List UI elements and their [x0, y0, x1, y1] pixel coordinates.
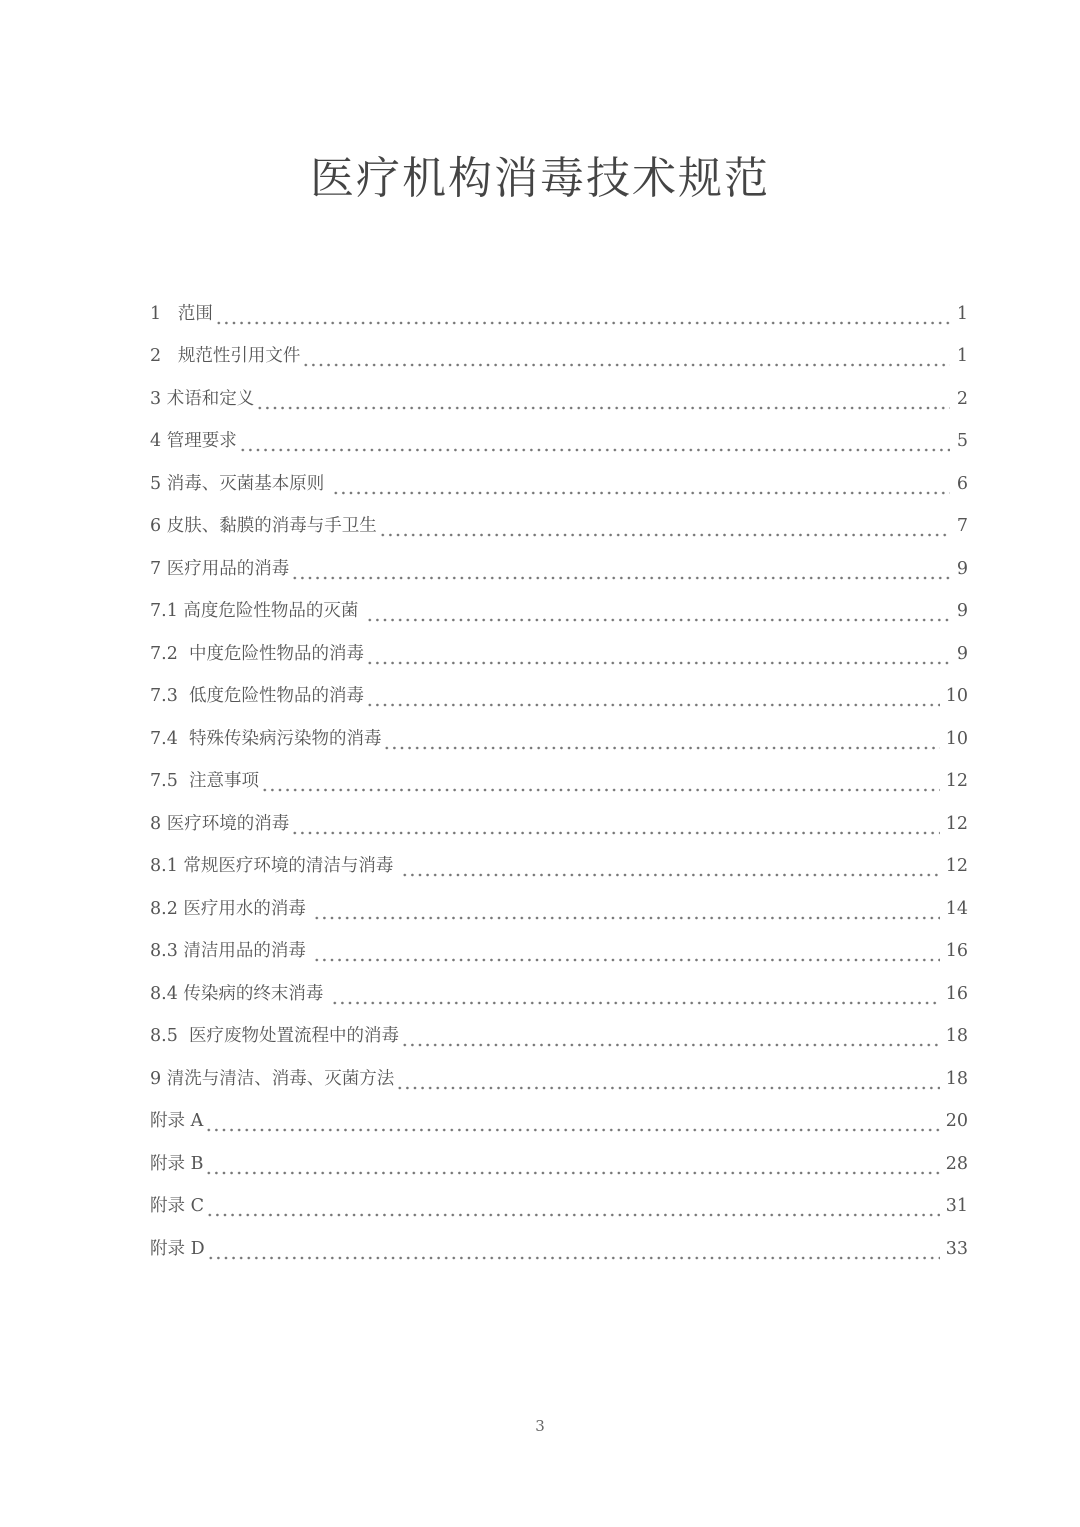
toc-entry-page: 18: [945, 1026, 968, 1046]
toc-entry[interactable]: [150, 837, 968, 880]
toc-entry[interactable]: [150, 709, 968, 752]
toc-entry-label: 附录 D: [150, 1238, 205, 1259]
toc-entry-page: 7: [956, 516, 968, 536]
toc-entry[interactable]: [150, 582, 968, 625]
toc-entry-label: 2 规范性引用文件: [150, 346, 301, 366]
toc-entry[interactable]: [150, 454, 968, 497]
table-of-contents: [150, 284, 968, 1262]
toc-entry-page: 6: [956, 473, 968, 494]
toc-entry-label: 4 管理要求: [150, 431, 237, 451]
dot-leader: [215, 301, 950, 327]
toc-entry-label: 附录 A: [150, 1111, 204, 1131]
dot-leader: [313, 896, 939, 922]
toc-entry-label: 8.2 医疗用水的消毒: [150, 898, 312, 919]
toc-entry-label: 8.5 医疗废物处置流程中的消毒: [150, 1026, 399, 1046]
toc-entry-label: 5 消毒、灭菌基本原则: [150, 473, 330, 494]
toc-entry-label: 附录 C: [150, 1196, 204, 1216]
toc-entry-label: 7.3 低度危险性物品的消毒: [150, 686, 364, 706]
toc-entry-label: 8 医疗环境的消毒: [150, 813, 290, 834]
dot-leader: [207, 1236, 940, 1262]
toc-entry-page: 12: [945, 771, 968, 791]
toc-entry-page: 31: [945, 1196, 968, 1216]
dot-leader: [256, 386, 950, 412]
toc-entry-page: 18: [945, 1068, 968, 1089]
dot-leader: [205, 1108, 940, 1134]
toc-entry-page: 14: [945, 898, 968, 919]
toc-entry-page: 16: [945, 941, 968, 961]
toc-entry[interactable]: [150, 539, 968, 582]
toc-entry-label: 3 术语和定义: [150, 388, 255, 409]
dot-leader: [366, 598, 950, 624]
toc-entry-label: 9 清洗与清洁、消毒、灭菌方法: [150, 1068, 395, 1089]
toc-entry[interactable]: [150, 752, 968, 795]
toc-entry[interactable]: [150, 624, 968, 667]
toc-entry[interactable]: [150, 922, 968, 965]
toc-entry-page: 9: [956, 643, 968, 664]
dot-leader: [302, 343, 950, 369]
toc-entry[interactable]: [150, 497, 968, 540]
toc-entry-page: 1: [956, 303, 968, 324]
dot-leader: [291, 811, 940, 837]
dot-leader: [291, 556, 950, 582]
toc-entry[interactable]: [150, 1134, 968, 1177]
dot-leader: [379, 513, 950, 539]
toc-entry-label: 8.4 传染病的终末消毒: [150, 983, 329, 1004]
dot-leader: [383, 726, 939, 752]
dot-leader: [332, 471, 950, 497]
toc-entry-label: 7.4 特殊传染病污染物的消毒: [150, 728, 382, 749]
toc-entry[interactable]: [150, 964, 968, 1007]
toc-entry-page: 5: [956, 431, 968, 451]
dot-leader: [239, 428, 950, 454]
toc-entry-page: 9: [956, 558, 968, 579]
toc-entry[interactable]: [150, 284, 968, 327]
toc-entry-page: 10: [945, 686, 968, 706]
dot-leader: [206, 1193, 940, 1219]
toc-entry-label: 8.1 常规医疗环境的清洁与消毒: [150, 856, 399, 876]
toc-entry-label: 7.5 注意事项: [150, 771, 259, 791]
toc-entry-page: 10: [945, 728, 968, 749]
toc-entry-page: 20: [945, 1111, 968, 1131]
toc-entry-label: 7 医疗用品的消毒: [150, 558, 290, 579]
toc-entry-label: 6 皮肤、黏膜的消毒与手卫生: [150, 516, 377, 536]
toc-entry-label: 7.2 中度危险性物品的消毒: [150, 643, 364, 664]
dot-leader: [331, 981, 940, 1007]
toc-entry[interactable]: [150, 1092, 968, 1135]
toc-entry-page: 28: [945, 1153, 968, 1174]
toc-entry-label: 1 范围: [150, 303, 213, 324]
dot-leader: [261, 768, 940, 794]
toc-entry[interactable]: [150, 1177, 968, 1220]
document-title: 医疗机构消毒技术规范: [310, 153, 770, 204]
toc-entry-page: 9: [956, 601, 968, 621]
toc-entry[interactable]: [150, 412, 968, 455]
toc-entry-page: 16: [945, 983, 968, 1004]
toc-entry-label: 7.1 高度危险性物品的灭菌: [150, 601, 364, 621]
toc-entry[interactable]: [150, 369, 968, 412]
toc-entry[interactable]: [150, 327, 968, 370]
toc-entry[interactable]: [150, 1049, 968, 1092]
dot-leader: [366, 683, 940, 709]
toc-entry-page: 1: [956, 346, 968, 366]
toc-entry[interactable]: [150, 1007, 968, 1050]
page-number: 3: [535, 1417, 545, 1435]
toc-entry-page: 33: [945, 1238, 968, 1259]
toc-entry-page: 12: [945, 856, 968, 876]
dot-leader: [313, 938, 939, 964]
toc-entry[interactable]: [150, 667, 968, 710]
toc-entry[interactable]: [150, 794, 968, 837]
toc-entry-label: 8.3 清洁用品的消毒: [150, 941, 312, 961]
toc-entry-label: 附录 B: [150, 1153, 204, 1174]
toc-entry-page: 12: [945, 813, 968, 834]
dot-leader: [205, 1151, 939, 1177]
toc-entry-page: 2: [956, 388, 968, 409]
dot-leader: [396, 1066, 940, 1092]
dot-leader: [401, 853, 940, 879]
dot-leader: [401, 1023, 940, 1049]
dot-leader: [366, 641, 950, 667]
toc-entry[interactable]: [150, 879, 968, 922]
toc-entry[interactable]: [150, 1219, 968, 1262]
